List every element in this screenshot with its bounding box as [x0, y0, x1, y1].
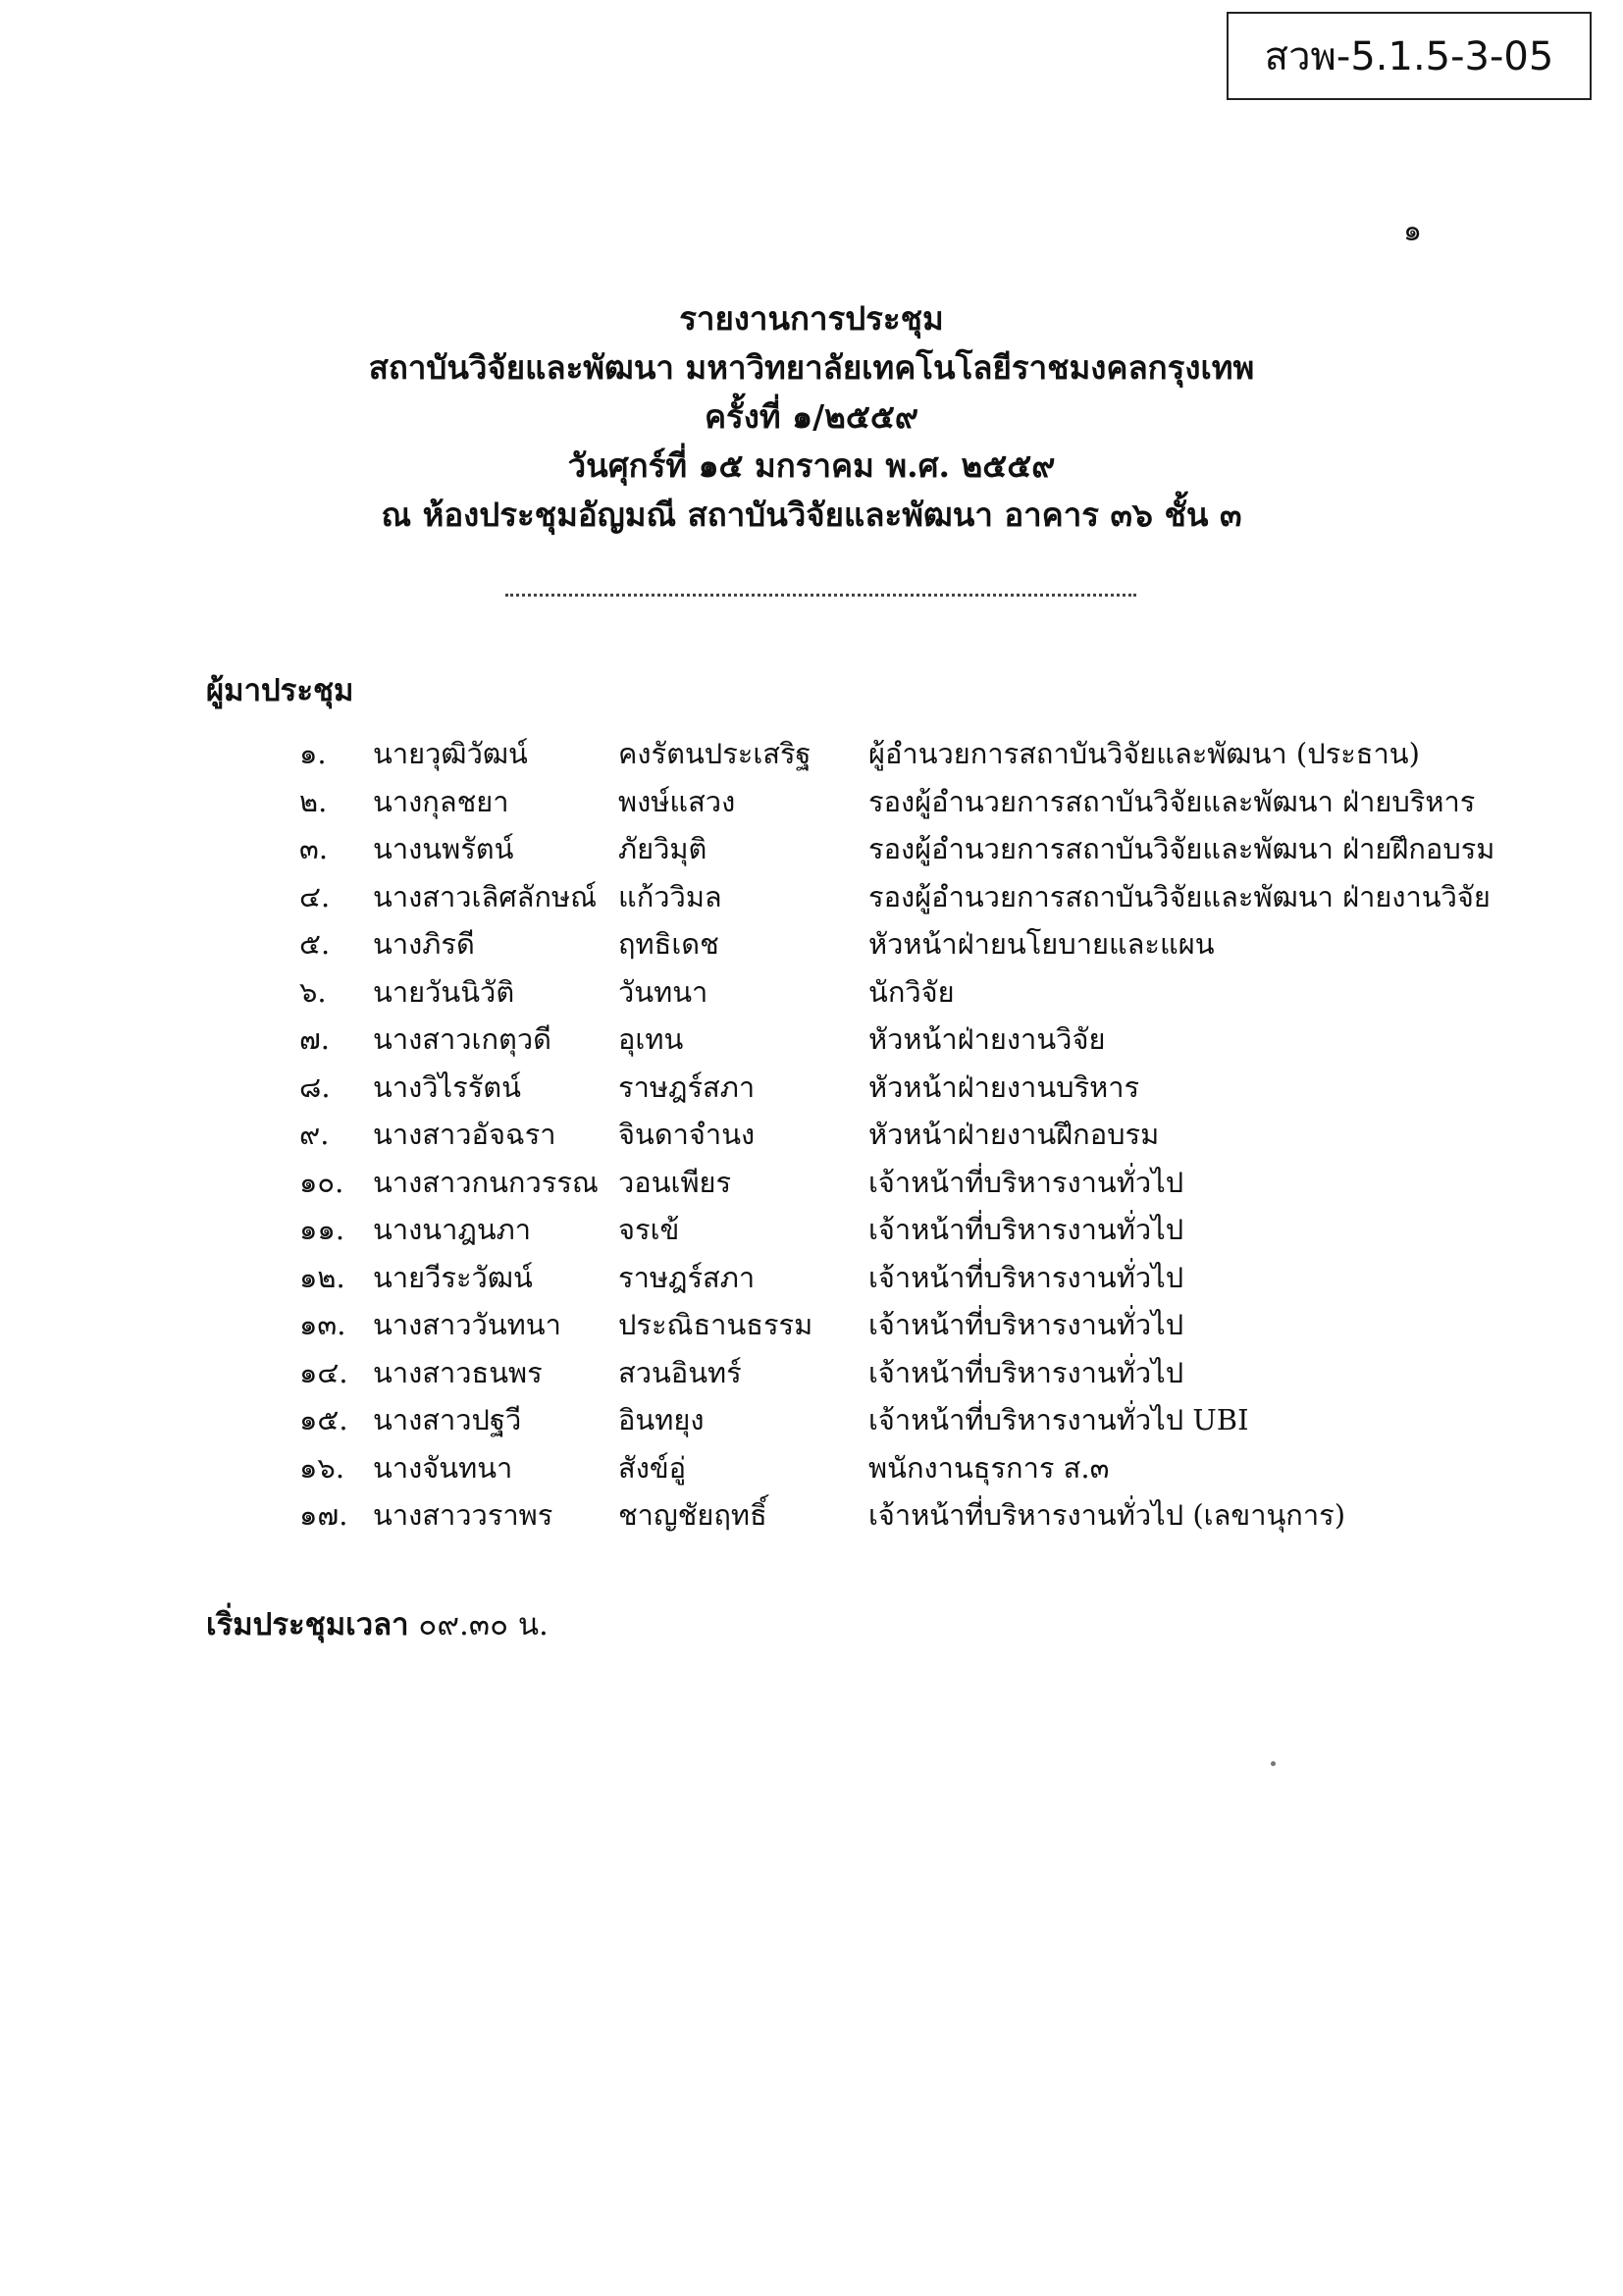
attendee-first-name: นางนาฎนภา: [373, 1213, 532, 1246]
attendee-last-name: ฤทธิเดช: [618, 927, 719, 961]
attendee-row: [0, 1350, 1623, 1398]
attendee-position: นักวิจัย: [868, 974, 955, 1009]
attendee-first-name: นายวุฒิวัฒน์: [373, 737, 528, 770]
page-number: ๑: [1403, 214, 1423, 248]
attendee-number: ๕.: [299, 927, 331, 961]
attendee-row: [0, 874, 1623, 922]
attendee-number: ๙.: [299, 1118, 330, 1151]
attendee-number: ๑๒.: [299, 1260, 345, 1294]
attendee-position: เจ้าหน้าที่บริหารงานทั่วไป (เลขานุการ): [868, 1498, 1346, 1532]
attendee-number: ๑๖.: [299, 1450, 345, 1485]
attendee-last-name: สังข์อู่: [618, 1450, 687, 1485]
dotted-divider: [505, 594, 1136, 597]
meeting-start-line: [206, 1599, 549, 1648]
attendee-number: ๘.: [299, 1070, 331, 1104]
attendee-position: เจ้าหน้าที่บริหารงานทั่วไป: [868, 1260, 1184, 1294]
scan-speck: [1271, 1761, 1276, 1766]
attendee-position: เจ้าหน้าที่บริหารงานทั่วไป: [868, 1165, 1184, 1199]
attendee-row: [0, 826, 1623, 874]
attendee-number: ๖.: [299, 974, 327, 1009]
header-title: รายงานการประชุม: [679, 299, 944, 338]
attendee-first-name: นางจันทนา: [373, 1450, 513, 1485]
attendee-first-name: นางสาวปฐวี: [373, 1403, 522, 1436]
attendee-number: ๑๑.: [299, 1213, 345, 1246]
attendee-row: [0, 1302, 1623, 1350]
attendees-heading: ผู้มาประชุม: [206, 673, 354, 708]
attendee-last-name: พงษ์แสวง: [618, 784, 736, 818]
attendee-first-name: นางสาวธนพร: [373, 1355, 543, 1389]
attendee-number: ๑๕.: [299, 1403, 348, 1436]
attendee-first-name: นางสาวอัจฉรา: [373, 1118, 556, 1151]
attendee-last-name: สวนอินทร์: [618, 1355, 742, 1389]
attendee-last-name: คงรัตนประเสริฐ: [618, 737, 812, 770]
attendee-last-name: วอนเพียร: [618, 1165, 732, 1199]
attendee-number: ๑.: [299, 737, 327, 770]
attendee-last-name: ชาญชัยฤทธิ์: [618, 1498, 767, 1532]
attendee-position: หัวหน้าฝ่ายงานฝึกอบรม: [868, 1118, 1160, 1151]
attendee-position: รองผู้อำนวยการสถาบันวิจัยและพัฒนา ฝ่ายงานวิจัย: [868, 879, 1491, 913]
attendee-position: เจ้าหน้าที่บริหารงานทั่วไป: [868, 1355, 1184, 1389]
attendee-row: [0, 1112, 1623, 1160]
attendee-position: รองผู้อำนวยการสถาบันวิจัยและพัฒนา ฝ่ายฝึกอบรม: [868, 832, 1495, 865]
attendee-position: เจ้าหน้าที่บริหารงานทั่วไป: [868, 1308, 1184, 1341]
attendee-first-name: นางสาววันทนา: [373, 1308, 561, 1341]
attendee-row: [0, 731, 1623, 779]
attendee-row: [0, 1492, 1623, 1540]
attendee-first-name: นางสาวเลิศลักษณ์: [373, 879, 597, 913]
attendee-first-name: นางนพรัตน์: [373, 832, 514, 865]
attendee-number: ๑๔.: [299, 1355, 348, 1389]
document-code-box: [1227, 12, 1592, 100]
attendee-first-name: นายวีระวัฒน์: [373, 1260, 533, 1294]
header-location: ณ ห้องประชุมอัญมณี สถาบันวิจัยและพัฒนา อาคาร ๓๖ ชั้น ๓: [381, 496, 1242, 534]
attendee-position: ผู้อำนวยการสถาบันวิจัยและพัฒนา (ประธาน): [868, 737, 1420, 770]
attendee-first-name: นางสาวกนกวรรณ: [373, 1165, 599, 1199]
meeting-start-time: ๐๙.๓๐ น.: [418, 1607, 549, 1643]
attendees-list: [0, 731, 1623, 1540]
attendee-first-name: นายวันนิวัติ: [373, 974, 515, 1009]
attendee-position: เจ้าหน้าที่บริหารงานทั่วไป UBI: [868, 1403, 1249, 1436]
attendee-last-name: จรเข้: [618, 1213, 680, 1246]
attendee-position: หัวหน้าฝ่ายนโยบายและแผน: [868, 927, 1215, 961]
document-header: [0, 294, 1623, 540]
attendee-row: [0, 1207, 1623, 1255]
attendee-number: ๑๗.: [299, 1498, 348, 1532]
document-code: สวพ-5.1.5-3-05: [1264, 34, 1554, 79]
header-institution: สถาบันวิจัยและพัฒนา มหาวิทยาลัยเทคโนโลยีราชมงคลกรุงเทพ: [368, 348, 1255, 387]
attendee-number: ๔.: [299, 879, 331, 913]
attendee-row: [0, 921, 1623, 969]
attendee-last-name: วันทนา: [618, 974, 708, 1009]
attendee-position: เจ้าหน้าที่บริหารงานทั่วไป: [868, 1213, 1184, 1246]
attendee-first-name: นางสาวเกตุวดี: [373, 1022, 551, 1056]
attendee-last-name: จินดาจำนง: [618, 1118, 756, 1151]
attendee-position: รองผู้อำนวยการสถาบันวิจัยและพัฒนา ฝ่ายบริหาร: [868, 784, 1476, 818]
attendee-row: [0, 779, 1623, 827]
attendee-number: ๗.: [299, 1022, 331, 1056]
meeting-start-label: เริ่มประชุมเวลา: [206, 1607, 409, 1643]
attendee-number: ๒.: [299, 784, 328, 818]
attendee-last-name: อินทยุง: [618, 1403, 705, 1436]
attendee-first-name: นางภิรดี: [373, 927, 475, 961]
attendee-row: [0, 1397, 1623, 1445]
attendee-row: [0, 1445, 1623, 1493]
attendee-first-name: นางกุลชยา: [373, 784, 509, 818]
attendee-last-name: ประณิธานธรรม: [618, 1308, 813, 1341]
attendee-position: หัวหน้าฝ่ายงานบริหาร: [868, 1070, 1140, 1104]
attendee-row: [0, 969, 1623, 1018]
attendee-first-name: นางสาววราพร: [373, 1498, 553, 1532]
attendee-position: หัวหน้าฝ่ายงานวิจัย: [868, 1022, 1106, 1056]
attendee-number: ๓.: [299, 832, 329, 865]
attendee-last-name: ราษฎร์สภา: [618, 1070, 756, 1104]
attendee-last-name: ภัยวิมุติ: [618, 832, 707, 865]
attendee-number: ๑๐.: [299, 1165, 344, 1199]
header-date: วันศุกร์ที่ ๑๕ มกราคม พ.ศ. ๒๕๕๙: [567, 446, 1056, 485]
header-session: ครั้งที่ ๑/๒๕๕๙: [704, 397, 919, 436]
attendee-row: [0, 1017, 1623, 1065]
attendee-first-name: นางวิไรรัตน์: [373, 1070, 521, 1104]
attendee-last-name: แก้ววิมล: [618, 879, 722, 913]
attendee-row: [0, 1160, 1623, 1208]
attendee-last-name: อุเทน: [618, 1022, 684, 1056]
attendee-last-name: ราษฎร์สภา: [618, 1260, 756, 1294]
attendee-row: [0, 1065, 1623, 1113]
attendee-row: [0, 1255, 1623, 1303]
attendee-number: ๑๓.: [299, 1308, 346, 1341]
attendee-position: พนักงานธุรการ ส.๓: [868, 1450, 1110, 1485]
